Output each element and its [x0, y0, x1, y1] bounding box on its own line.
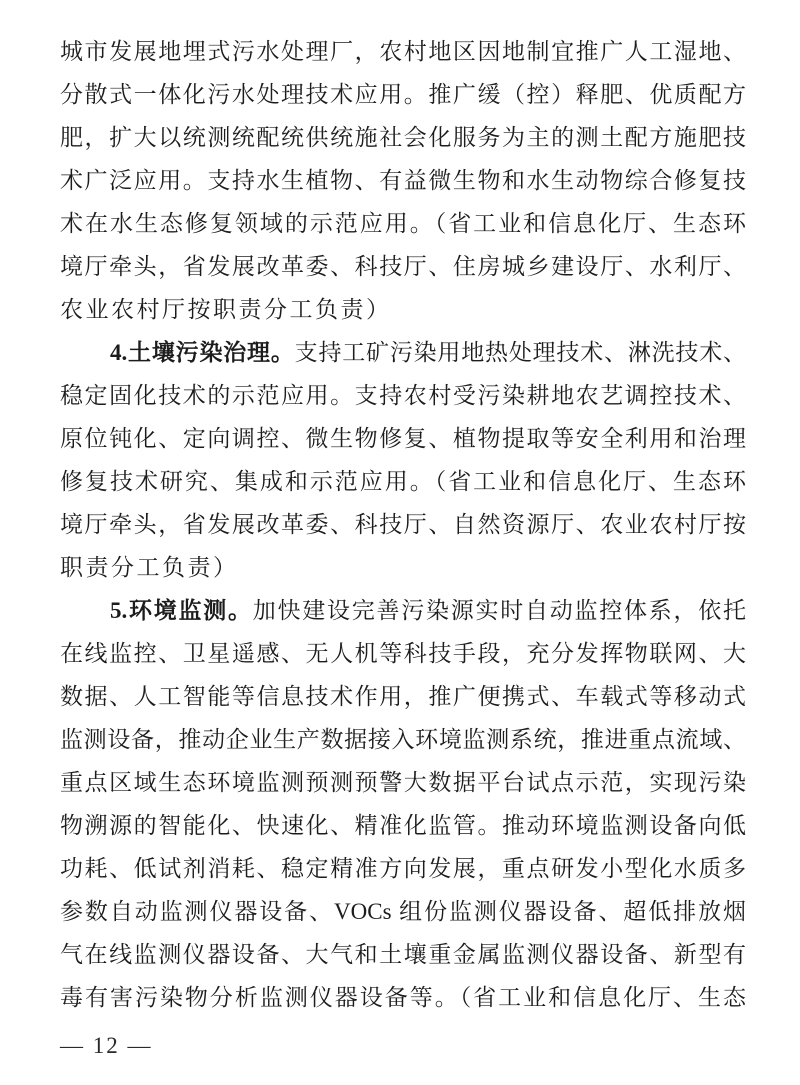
line-text: 术广泛应用。支持水生植物、有益微生物和水生动物综合修复技	[60, 168, 746, 193]
line-text: 境厅牵头，省发展改革委、科技厅、住房城乡建设厅、水利厅、	[60, 254, 746, 279]
text-line	[60, 460, 746, 503]
line-text: 监测设备，推动企业生产数据接入环境监测系统，推进重点流域、	[60, 727, 746, 752]
line-text: 术在水生态修复领域的示范应用。（省工业和信息化厅、生态环	[60, 211, 746, 236]
text-line	[60, 116, 746, 159]
line-text: 城市发展地埋式污水处理厂，农村地区因地制宜推广人工湿地、	[60, 39, 746, 64]
line-text: 境厅牵头，省发展改革委、科技厅、自然资源厅、农业农村厅按	[60, 512, 746, 537]
text-line	[60, 589, 746, 632]
text-line	[60, 847, 746, 890]
text-line	[60, 73, 746, 116]
line-text: 功耗、低试剂消耗、稳定精准方向发展，重点研发小型化水质多	[60, 856, 746, 881]
line-text: 毒有害污染物分析监测仪器设备等。（省工业和信息化厅、生态	[60, 985, 746, 1010]
line-text: 修复技术研究、集成和示范应用。（省工业和信息化厅、生态环	[60, 469, 746, 494]
line-text: 职责分工负责）	[60, 555, 239, 580]
text-line	[60, 202, 746, 245]
line-text: 加快建设完善污染源实时自动监控体系，依托	[252, 598, 746, 623]
text-line	[60, 546, 746, 589]
document-body	[60, 30, 746, 1019]
text-line	[60, 675, 746, 718]
line-text: 参数自动监测仪器设备、VOCs 组份监测仪器设备、超低排放烟	[60, 899, 746, 924]
line-text: 稳定固化技术的示范应用。支持农村受污染耕地农艺调控技术、	[60, 383, 746, 408]
text-line	[60, 933, 746, 976]
line-text: 肥，扩大以统测统配统供统施社会化服务为主的测土配方施肥技	[60, 125, 746, 150]
line-text: 原位钝化、定向调控、微生物修复、植物提取等安全利用和治理	[60, 426, 746, 451]
text-line	[60, 804, 746, 847]
text-line	[60, 331, 746, 374]
section-heading: 5.环境监测。	[110, 598, 253, 623]
text-line	[60, 718, 746, 761]
line-text: 气在线监测仪器设备、大气和土壤重金属监测仪器设备、新型有	[60, 942, 746, 967]
page-number: — 12 —	[60, 1033, 153, 1058]
line-text: 数据、人工智能等信息技术作用，推广便携式、车载式等移动式	[60, 684, 746, 709]
text-line	[60, 503, 746, 546]
line-text: 在线监控、卫星遥感、无人机等科技手段，充分发挥物联网、大	[60, 641, 746, 666]
line-text: 农业农村厅按职责分工负责）	[60, 297, 392, 322]
line-text: 支持工矿污染用地热处理技术、淋洗技术、	[294, 340, 747, 365]
page-footer	[60, 1033, 153, 1059]
text-line	[60, 374, 746, 417]
text-line	[60, 632, 746, 675]
text-line	[60, 245, 746, 288]
text-line	[60, 761, 746, 804]
text-line	[60, 976, 746, 1019]
text-line	[60, 417, 746, 460]
line-text: 物溯源的智能化、快速化、精准化监管。推动环境监测设备向低	[60, 813, 746, 838]
line-text: 重点区域生态环境监测预测预警大数据平台试点示范，实现污染	[60, 770, 746, 795]
section-heading: 4.土壤污染治理。	[110, 340, 295, 365]
text-line	[60, 890, 746, 933]
text-line	[60, 159, 746, 202]
text-line	[60, 288, 746, 331]
text-line	[60, 30, 746, 73]
line-text: 分散式一体化污水处理技术应用。推广缓（控）释肥、优质配方	[60, 82, 746, 107]
